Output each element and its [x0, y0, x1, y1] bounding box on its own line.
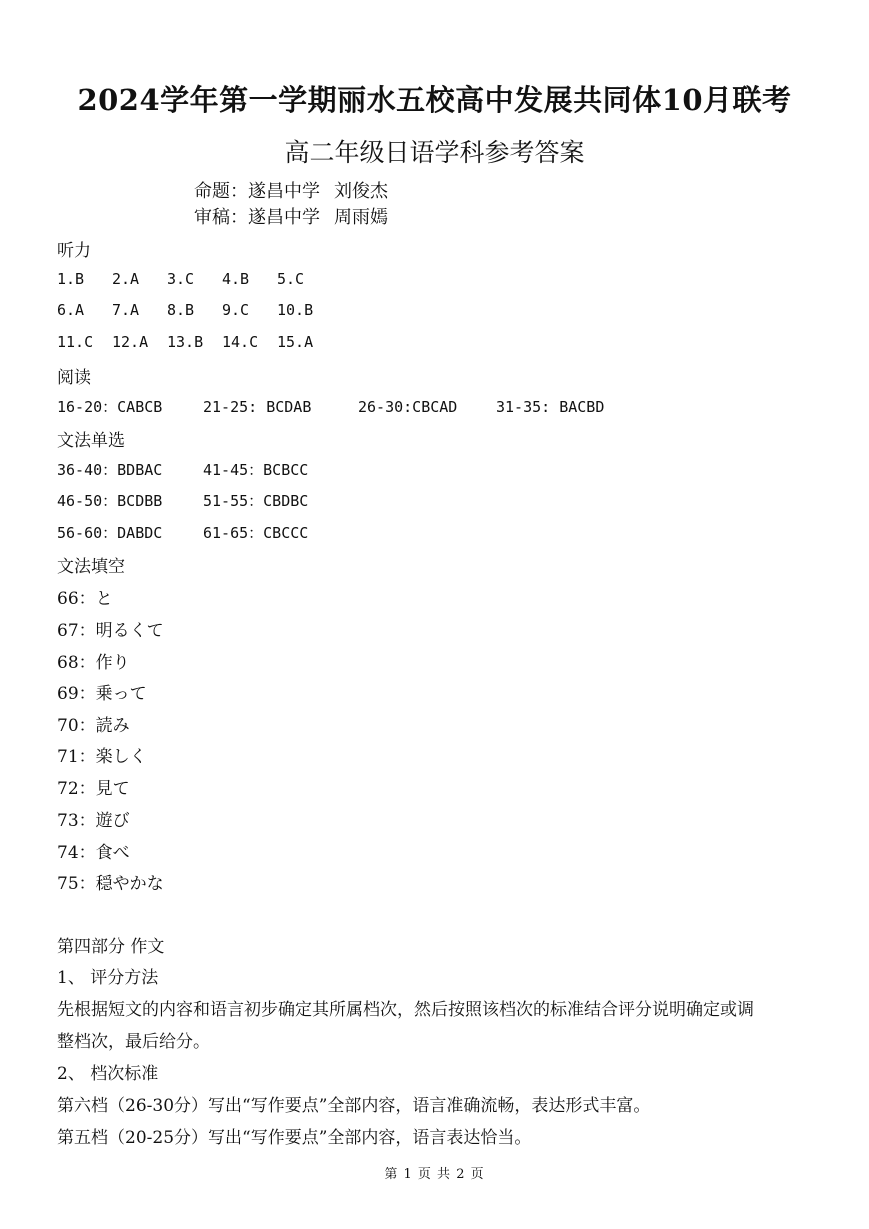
- answer-item: 11.C: [57, 333, 94, 351]
- answer-item: 12.A: [112, 333, 149, 351]
- answer-item: 8.B: [167, 301, 195, 319]
- grade-six-text: 第六档（26-30分）写出“写作要点”全部内容，语言准确流畅，表达形式丰富。: [57, 1096, 651, 1116]
- listening-heading: 听力: [57, 241, 91, 261]
- fill-answer: 71：楽しく: [57, 747, 147, 767]
- grammar-choice-row: [57, 522, 308, 543]
- document-title: 2024学年第一学期丽水五校高中发展共同体10月联考: [77, 83, 792, 117]
- answer-group: 51-55：CBDBC: [203, 492, 309, 510]
- fill-answer: 73：遊び: [57, 811, 130, 831]
- grade-five-text: 第五档（20-25分）写出“写作要点”全部内容，语言表达恰当。: [57, 1128, 532, 1148]
- listening-row: [57, 301, 332, 319]
- scoring-method-text: 先根据短文的内容和语言初步确定其所属档次，然后按照该档次的标准结合评分说明确定或调: [57, 1000, 754, 1020]
- writing-heading: 第四部分 作文: [57, 937, 165, 957]
- grammar-choice-row: [57, 459, 308, 480]
- fill-answer: 72：見て: [57, 779, 130, 799]
- answer-item: 3.C: [167, 270, 195, 288]
- answer-item: 13.B: [167, 333, 204, 351]
- answer-item: 1.B: [57, 270, 85, 288]
- fill-answer: 69：乗って: [57, 684, 147, 704]
- listening-row: [57, 333, 332, 351]
- author-label: 命题：遂昌中学: [194, 181, 320, 202]
- reviewer-label: 审稿：遂昌中学: [194, 207, 320, 228]
- grammar-choice-heading: 文法单选: [57, 431, 125, 451]
- author-name: 刘俊杰: [334, 181, 388, 202]
- answer-item: 15.A: [277, 333, 314, 351]
- reading-row: [57, 396, 604, 417]
- answer-item: 14.C: [222, 333, 259, 351]
- reading-heading: 阅读: [57, 368, 91, 388]
- fill-answer: 66：と: [57, 589, 113, 609]
- fill-answer: 70：読み: [57, 716, 130, 736]
- fill-answer: 67：明るくて: [57, 621, 164, 641]
- answer-item: 5.C: [277, 270, 305, 288]
- answer-item: 4.B: [222, 270, 250, 288]
- document-subtitle: 高二年级日语学科参考答案: [284, 138, 585, 167]
- answer-group: 41-45：BCBCC: [203, 461, 309, 479]
- scoring-method-text: 整档次，最后给分。: [57, 1032, 210, 1052]
- answer-item: 9.C: [222, 301, 250, 319]
- answer-item: 7.A: [112, 301, 140, 319]
- grammar-fill-heading: 文法填空: [57, 557, 125, 577]
- answer-group: 31-35: BACBD: [496, 398, 605, 416]
- reviewer-name: 周雨嫣: [334, 207, 388, 228]
- answer-item: 10.B: [277, 301, 314, 319]
- fill-answer: 75：穏やかな: [57, 874, 164, 894]
- fill-answer: 74：食べ: [57, 843, 130, 863]
- scoring-method-title: 1、 评分方法: [57, 968, 159, 988]
- listening-row: [57, 270, 332, 288]
- answer-group: 56-60：DABDC: [57, 524, 163, 542]
- author-line: [194, 177, 388, 203]
- answer-item: 6.A: [57, 301, 85, 319]
- grammar-choice-row: [57, 490, 308, 511]
- answer-group: 46-50：BCDBB: [57, 492, 163, 510]
- reviewer-line: [194, 203, 388, 229]
- answer-group: 16-20：CABCB: [57, 398, 163, 416]
- answer-group: 36-40：BDBAC: [57, 461, 163, 479]
- answer-group: 26-30:CBCAD: [358, 398, 458, 416]
- fill-answer: 68：作り: [57, 653, 130, 673]
- answer-group: 21-25: BCDAB: [203, 398, 312, 416]
- answer-item: 2.A: [112, 270, 140, 288]
- answer-group: 61-65：CBCCC: [203, 524, 309, 542]
- page-number: 第 1 页 共 2 页: [384, 1167, 485, 1182]
- grade-standard-title: 2、 档次标准: [57, 1064, 159, 1084]
